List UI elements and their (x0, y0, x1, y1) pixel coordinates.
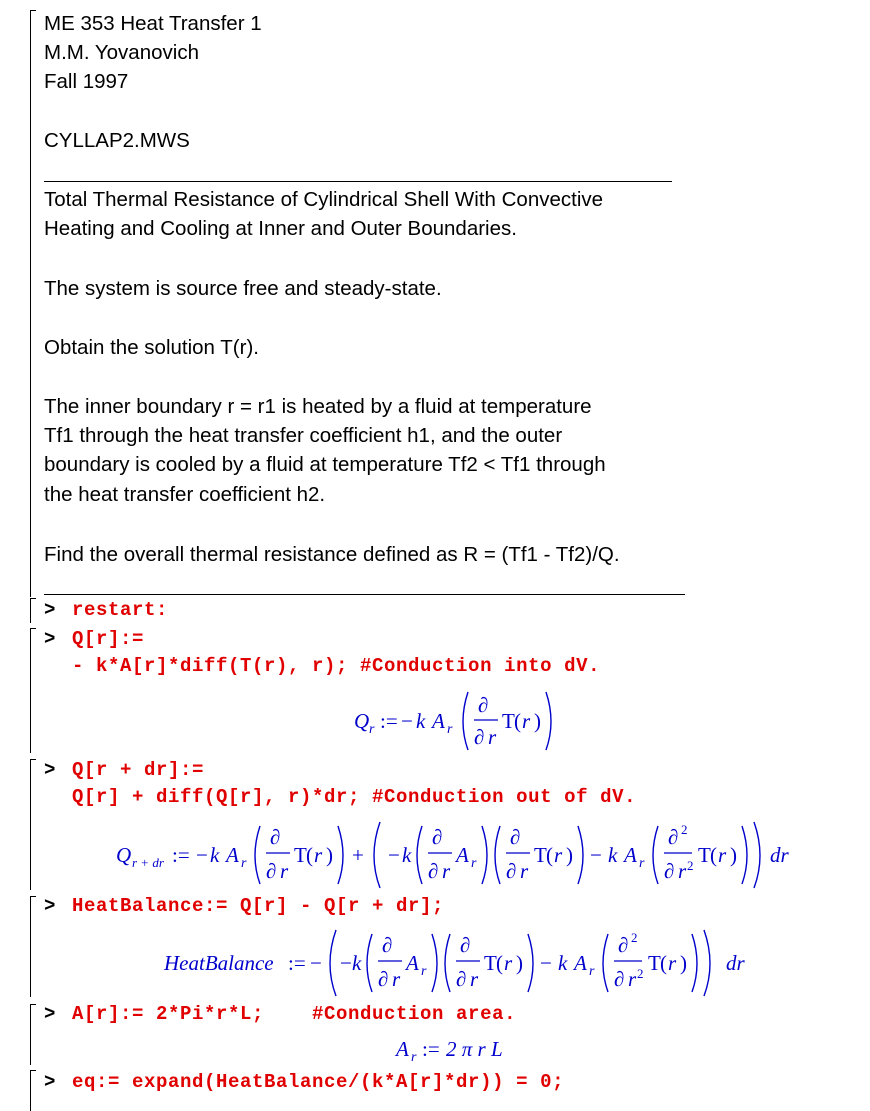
minus-sign: − (401, 709, 413, 733)
svg-text:r: r (504, 951, 513, 975)
svg-text:A: A (456, 843, 469, 867)
svg-text:T: T (534, 843, 547, 867)
svg-text:∂: ∂ (266, 859, 277, 883)
svg-text:−: − (590, 843, 602, 867)
svg-text:2: 2 (687, 858, 694, 873)
assign-operator: := (380, 709, 398, 733)
command-eq[interactable]: eq:= expand(HeatBalance/(k*A[r]*dr)) = 0; (72, 1071, 565, 1093)
svg-text:k: k (608, 843, 618, 867)
r-symbol: r (488, 725, 497, 749)
svg-text:r: r (411, 1050, 417, 1065)
output-area (394, 1034, 534, 1064)
svg-text:r: r (520, 859, 529, 883)
svg-text:∂: ∂ (618, 933, 629, 957)
svg-text:r: r (522, 709, 531, 733)
svg-text:+: + (352, 843, 364, 867)
group-bracket-restart (30, 598, 36, 623)
group-bracket-text (30, 10, 36, 597)
command-area[interactable]: A[r]:= 2*Pi*r*L; #Conduction area. (72, 1003, 517, 1025)
svg-text:−: − (340, 951, 352, 975)
svg-text:A: A (406, 951, 419, 975)
svg-text:Q: Q (116, 843, 132, 867)
svg-text:2: 2 (637, 966, 644, 981)
svg-text:∂: ∂ (668, 825, 679, 849)
t-symbol: T (502, 709, 515, 733)
svg-text:T: T (484, 951, 497, 975)
svg-text:∂: ∂ (456, 967, 467, 991)
svg-text:r: r (241, 856, 247, 871)
paragraph-line4: the heat transfer coefficient h2. (44, 483, 326, 506)
input-prompt: > (44, 628, 56, 650)
svg-text:−: − (540, 951, 552, 975)
group-bracket-flux-out (30, 759, 36, 890)
svg-text:r: r (421, 964, 427, 979)
paragraph-line2: Tf1 through the heat transfer coefficient h1, and the outer (44, 424, 563, 447)
svg-text:−: − (388, 843, 400, 867)
output-flux-out (112, 818, 802, 890)
svg-text:∂: ∂ (614, 967, 625, 991)
statement-obtain-solution: Obtain the solution T(r). (44, 336, 259, 359)
svg-text:r: r (442, 859, 451, 883)
separator-rule-1 (44, 181, 672, 182)
paragraph-line3: boundary is cooled by a fluid at temperature Tf2 < Tf1 through (44, 453, 606, 476)
k-symbol: k (416, 709, 426, 733)
heatbalance-symbol: HeatBalance (164, 951, 274, 975)
svg-text:(: ( (710, 843, 717, 867)
a-subscript: r (447, 722, 453, 737)
svg-text:k: k (210, 843, 220, 867)
input-prompt: > (44, 599, 56, 621)
svg-text:dr: dr (770, 843, 789, 867)
svg-text:r: r (280, 859, 289, 883)
description-title-line1: Total Thermal Resistance of Cylindrical Shell With Convective (44, 188, 604, 211)
svg-text:r: r (554, 843, 563, 867)
svg-text:∂: ∂ (510, 825, 521, 849)
command-flux-out-line1[interactable]: Q[r + dr]:= (72, 759, 205, 781)
find-resistance-statement: Find the overall thermal resistance defined as R = (Tf1 - Tf2)/Q. (44, 543, 620, 566)
svg-text:T: T (698, 843, 711, 867)
statement-steady-state: The system is source free and steady-state. (44, 277, 442, 300)
input-prompt: > (44, 1071, 56, 1093)
svg-text:r: r (718, 843, 727, 867)
svg-text:r: r (589, 964, 595, 979)
svg-text:r: r (314, 843, 323, 867)
svg-text:r: r (668, 951, 677, 975)
command-flux-in-line1[interactable]: Q[r]:= (72, 628, 145, 650)
partial-symbol: ∂ (478, 693, 489, 717)
command-flux-in-line2[interactable]: - k*A[r]*diff(T(r), r); #Conduction into dV. (72, 655, 601, 677)
svg-text:∂: ∂ (460, 933, 471, 957)
output-heatbalance (160, 926, 760, 998)
svg-text:2: 2 (631, 930, 638, 945)
svg-text::=: := (288, 951, 306, 975)
separator-rule-2 (44, 594, 685, 595)
svg-text:(: ( (496, 951, 503, 975)
svg-text:(: ( (546, 843, 553, 867)
svg-text:∂: ∂ (664, 859, 675, 883)
svg-text:T: T (294, 843, 307, 867)
svg-text:): ) (516, 951, 523, 975)
svg-text:∂: ∂ (270, 825, 281, 849)
group-bracket-eq (30, 1070, 36, 1111)
svg-text:∂: ∂ (432, 825, 443, 849)
input-prompt: > (44, 895, 56, 917)
svg-text:−: − (310, 951, 322, 975)
svg-text:r: r (470, 967, 479, 991)
command-restart[interactable]: restart: (72, 599, 169, 621)
svg-text:A: A (226, 843, 239, 867)
svg-text:): ) (730, 843, 737, 867)
q-symbol: Q (354, 709, 370, 733)
output-flux-in (350, 686, 570, 752)
svg-text:k: k (558, 951, 568, 975)
svg-text:2: 2 (681, 822, 688, 837)
svg-text::=: := (172, 843, 190, 867)
svg-text::=: := (422, 1037, 440, 1061)
svg-text:∂: ∂ (506, 859, 517, 883)
q-subscript: r (369, 722, 375, 737)
svg-text:r: r (392, 967, 401, 991)
course-title: ME 353 Heat Transfer 1 (44, 12, 262, 35)
svg-text:): ) (534, 709, 541, 733)
svg-text:): ) (680, 951, 687, 975)
a-symbol: A (432, 709, 445, 733)
svg-text:): ) (566, 843, 573, 867)
q-subscript-rdr: r + dr (132, 855, 164, 870)
svg-text:r: r (639, 856, 645, 871)
svg-text:r: r (678, 859, 687, 883)
worksheet-filename: CYLLAP2.MWS (44, 129, 190, 152)
svg-text:−: − (196, 843, 208, 867)
paragraph-line1: The inner boundary r = r1 is heated by a fluid at temperature (44, 395, 592, 418)
command-heatbalance[interactable]: HeatBalance:= Q[r] - Q[r + dr]; (72, 895, 445, 917)
svg-text:k: k (352, 951, 362, 975)
svg-text:A: A (624, 843, 637, 867)
input-prompt: > (44, 1003, 56, 1025)
group-bracket-heatbalance (30, 896, 36, 997)
group-bracket-area (30, 1004, 36, 1065)
partial-r-symbol: ∂ (474, 725, 485, 749)
svg-text:T: T (648, 951, 661, 975)
svg-text:∂: ∂ (378, 967, 389, 991)
svg-text:∂: ∂ (428, 859, 439, 883)
author-name: M.M. Yovanovich (44, 41, 199, 64)
svg-text:k: k (402, 843, 412, 867)
description-title-line2: Heating and Cooling at Inner and Outer Boundaries. (44, 217, 517, 240)
svg-text:(: ( (514, 709, 521, 733)
svg-text:dr: dr (726, 951, 745, 975)
command-flux-out-line2[interactable]: Q[r] + diff(Q[r], r)*dr; #Conduction out of dV. (72, 786, 637, 808)
svg-text:A: A (396, 1037, 409, 1061)
svg-text:r: r (628, 967, 637, 991)
svg-text:(: ( (306, 843, 313, 867)
term: Fall 1997 (44, 70, 129, 93)
svg-text:A: A (574, 951, 587, 975)
svg-text:r: r (471, 856, 477, 871)
input-prompt: > (44, 759, 56, 781)
svg-text:): ) (326, 843, 333, 867)
group-bracket-flux-in (30, 628, 36, 753)
svg-text:∂: ∂ (382, 933, 393, 957)
area-rhs: 2 π r L (446, 1037, 503, 1061)
svg-text:(: ( (660, 951, 667, 975)
